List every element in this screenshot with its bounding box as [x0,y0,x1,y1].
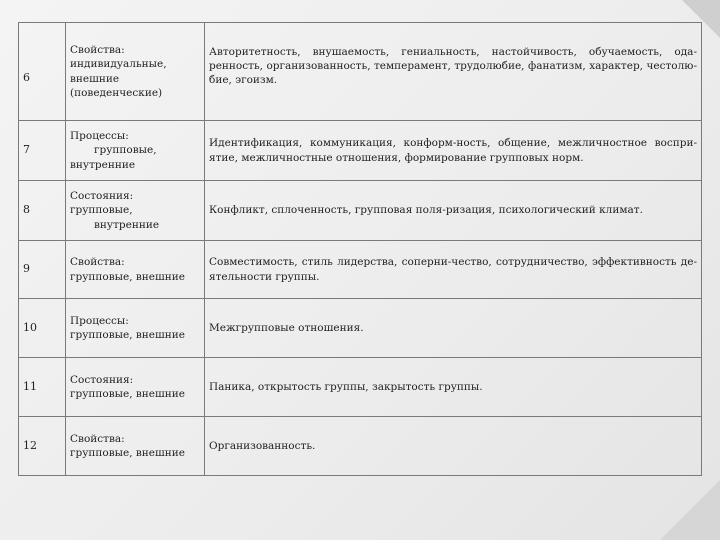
row-number: 9 [19,241,66,299]
row-number: 6 [19,23,66,121]
category-line: индивидуальные, [70,58,167,71]
category-line: Процессы: [70,314,129,327]
description-cell: Организованность. [205,417,702,476]
table-row [19,121,702,181]
category-cell [66,417,205,476]
row-number: 11 [19,358,66,417]
description-cell: Идентификация, коммуникация, конформ-ность, общение, межличностное воспри-ятие, межличностные отношения, формирование групповых норм. [205,121,702,181]
table-row [19,241,702,299]
properties-table [18,22,702,476]
row-number: 7 [19,121,66,181]
table-row [19,417,702,476]
category-line: групповые, [94,144,157,157]
row-number: 8 [19,181,66,241]
category-cell [66,299,205,358]
category-cell [66,358,205,417]
category-line: внутренние [70,158,136,171]
description-cell: Межгрупповые отношения. [205,299,702,358]
description-cell: Конфликт, сплоченность, групповая поля-ризация, психологический климат. [205,181,702,241]
category-line: внутренние [94,218,160,231]
category-line: Свойства: [70,432,125,445]
category-line: групповые, внешние [70,388,185,400]
category-cell [66,121,205,181]
category-cell [66,23,205,121]
category-line: Свойства: [70,256,125,269]
category-line: Состояния: [70,190,134,203]
category-line: Свойства: [70,44,125,57]
description-cell: Авторитетность, внушаемость, гениальность, настойчивость, обучаемость, ода-ренность, организованность, темперамент, трудолюбие, фанатизм, характер, честолю-бие, эгоизм. [205,23,702,121]
category-line: внешние [70,72,120,85]
description-cell: Паника, открытость группы, закрытость группы. [205,358,702,417]
category-line: групповые, внешние [70,447,185,459]
table-row [19,23,702,121]
description-cell: Совместимость, стиль лидерства, соперни-чество, сотрудничество, эффективность де-ятельности группы. [205,241,702,299]
category-cell [66,181,205,241]
category-line: групповые, внешние [70,270,185,283]
table-row [19,181,702,241]
row-number: 12 [19,417,66,476]
page-corner-decoration-bottom [660,480,720,540]
table-row [19,299,702,358]
category-line: (поведенческие) [70,86,163,99]
table-row [19,358,702,417]
category-line: Процессы: [70,130,129,143]
category-line: групповые, внешние [70,329,185,341]
category-line: групповые, [70,204,133,217]
row-number: 10 [19,299,66,358]
category-cell [66,241,205,299]
category-line: Состояния: [70,373,134,386]
